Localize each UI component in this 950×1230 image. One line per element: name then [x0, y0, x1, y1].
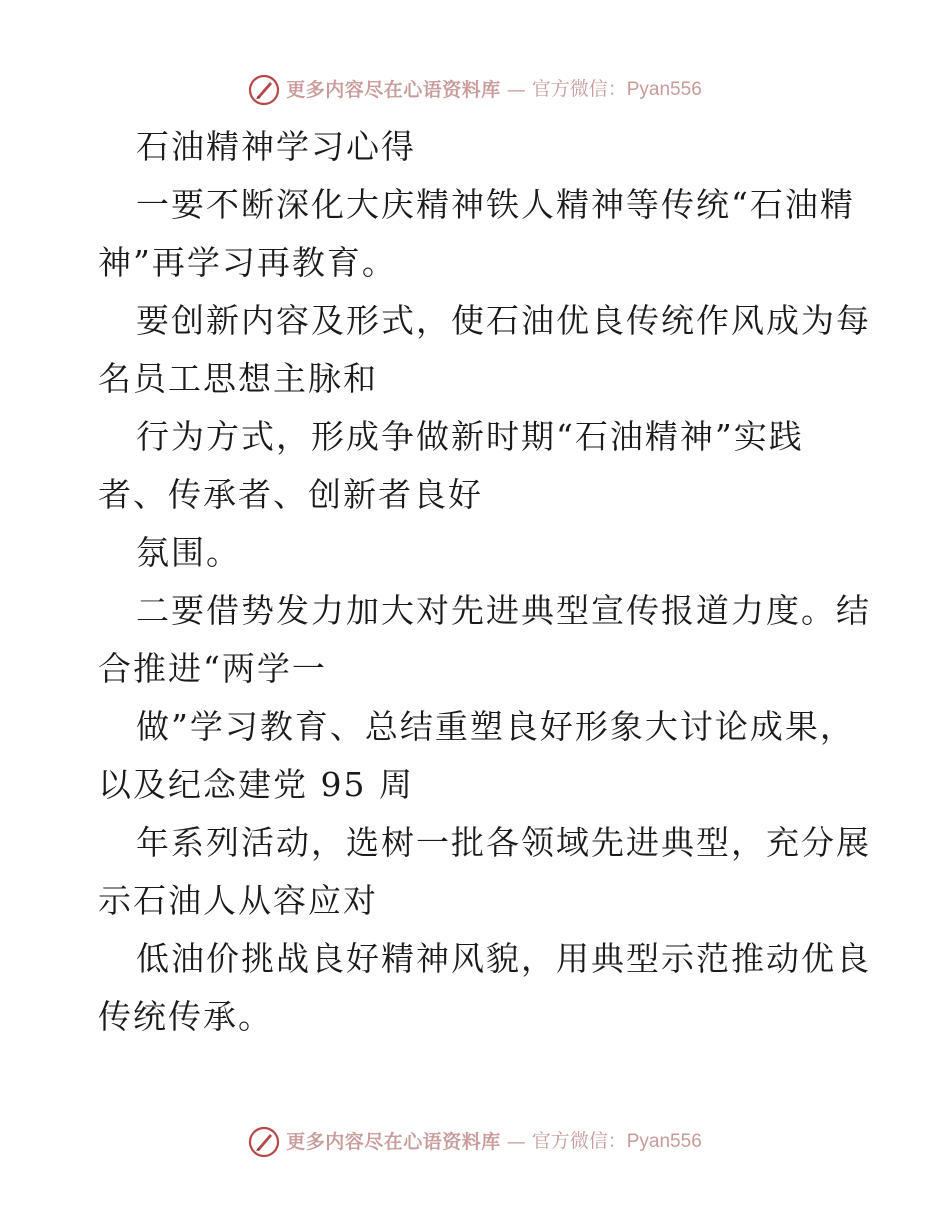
text-line: 合推进“两学一 — [98, 649, 327, 688]
text-line: 神”再学习再教育。 — [98, 243, 397, 282]
header-watermark — [0, 74, 950, 106]
text-line: 做”学习教育、总结重塑良好形象大讨论成果， — [136, 707, 855, 746]
watermark-prefix: 更多内容尽在心语资料库 — [286, 1131, 501, 1153]
document-body — [98, 118, 871, 1046]
watermark-prefix: 更多内容尽在心语资料库 — [286, 79, 501, 101]
text-line: 以及纪念建党 95 周 — [98, 765, 414, 804]
text-line: 者、传承者、创新者良好 — [98, 475, 483, 514]
quill-logo-icon — [248, 74, 280, 106]
watermark-suffix: 官方微信：Pyan556 — [531, 79, 702, 100]
quill-logo-icon — [248, 1126, 280, 1158]
text-line: 年系列活动，选树一批各领域先进典型，充分展 — [136, 823, 871, 862]
footer-watermark — [0, 1126, 950, 1158]
watermark-dash: — — [506, 1131, 526, 1153]
text-line: 示石油人从容应对 — [98, 881, 378, 920]
watermark-dash: — — [506, 79, 526, 101]
text-line: 行为方式，形成争做新时期“石油精神”实践 — [136, 417, 804, 456]
text-line: 二要借势发力加大对先进典型宣传报道力度。结 — [136, 591, 871, 630]
text-line: 名员工思想主脉和 — [98, 359, 378, 398]
text-line: 要创新内容及形式，使石油优良传统作风成为每 — [136, 301, 871, 340]
text-line: 传统传承。 — [98, 997, 273, 1036]
text-line: 一要不断深化大庆精神铁人精神等传统“石油精 — [136, 185, 855, 224]
watermark-suffix: 官方微信：Pyan556 — [531, 1131, 702, 1152]
text-line: 低油价挑战良好精神风貌，用典型示范推动优良 — [136, 939, 871, 978]
text-line: 氛围。 — [136, 533, 241, 572]
text-line: 石油精神学习心得 — [136, 127, 416, 166]
